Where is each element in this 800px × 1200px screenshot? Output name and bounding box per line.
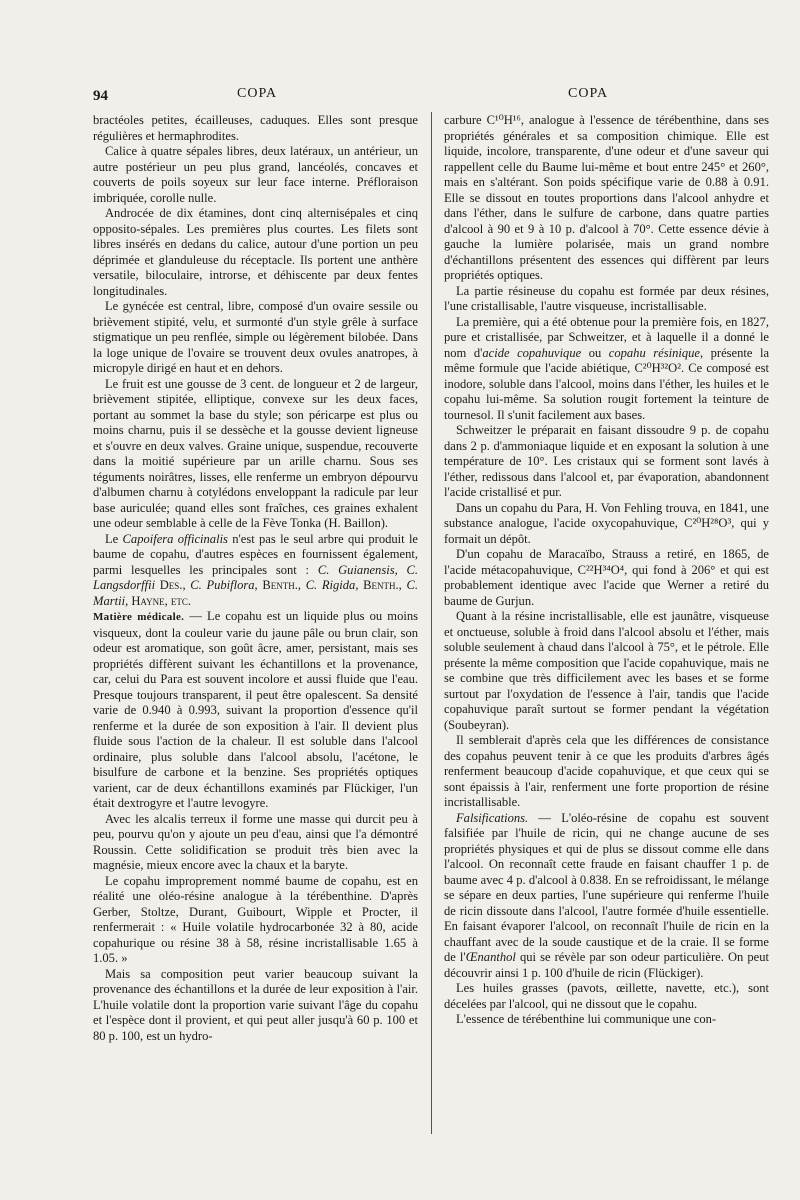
page-number: 94	[93, 88, 108, 104]
paragraph: Il semblerait d'après cela que les différences de consistance des copahus peuvent tenir à ce que les produits d'arbres âgés renferment beaucoup d'acide copahuvique, et que ceux qui se sont épaissis à l'air, renferment une forte proportion de résine incristallisable.	[444, 733, 769, 809]
paragraph: D'un copahu de Maracaïbo, Strauss a retiré, en 1865, de l'acide métacopahuvique, C²²H³⁴O⁴, qui fond à 206° et qui est probablement identique avec l'acide que Werner a retiré du baume de Gurjun.	[444, 547, 769, 608]
paragraph: Calice à quatre sépales libres, deux latéraux, un antérieur, un autre postérieur un peu plus grand, lancéolés, concaves et couverts de poils soyeux sur leur face interne. Préfloraison imbriquée, corolle nulle.	[93, 144, 418, 205]
paragraph: Avec les alcalis terreux il forme une masse qui durcit peu à peu, pourvu qu'on y ajoute un peu d'eau, ainsi que l'a démontré Roussin. Cette solidification se produit très bien avec la magnésie, mieux encore avec la chaux et la baryte.	[93, 811, 418, 872]
section-heading: Falsifications.	[456, 810, 529, 825]
paragraph: Le Capoifera officinalis n'est pas le seul arbre qui produit le baume de copahu, d'autres espèces en fournissent également, parmi lesquelles les principales sont : C. Guianensis, C. Langsdorffii Des., C. Pubiflora, Benth., C. Rigida, Benth., C. Martii, Hayne, etc.	[93, 531, 418, 608]
column-divider	[431, 112, 432, 1134]
paragraph: Quant à la résine incristallisable, elle est jaunâtre, visqueuse et onctueuse, soluble à froid dans l'alcool absolu et l'éther, mais soluble seulement à chaud dans l'alcool à 75°, et le pétrole. Elle présente la même composition que l'acide copahuvique, mais ne se combine que très difficilement avec les bases et se forme surtout par l'oxydation de l'essence à l'air, tandis que l'acide copahuvique paraît surtout se former pendant la végétation (Soubeyran).	[444, 609, 769, 732]
running-header-left: COPA	[237, 86, 278, 101]
paragraph: Le copahu improprement nommé baume de copahu, est en réalité une oléo-résine analogue à la térébenthine. D'après Gerber, Stoltze, Durant, Guibourt, Wipple et Procter, il renfermerait : « Huile volatile hydrocarbonée 32 à 80, acide copahurique ou résine 38 à 58, résine incristallisable 1.65 à 1.05. »	[93, 873, 418, 965]
paragraph: Androcée de dix étamines, dont cinq alternisépales et cinq opposito-sépales. Les premières plus courtes. Les filets sont libres insérés en dedans du calice, autour d'une portion un peu déprimée et glanduleuse du réceptacle. Ils portent une anthère versatile, biloculaire, introrse, et déhiscente par deux fentes longitudinales.	[93, 206, 418, 298]
paragraph: Les huiles grasses (pavots, œillette, navette, etc.), sont décelées par l'alcool, qui ne dissout que le copahu.	[444, 981, 769, 1011]
paragraph: La partie résineuse du copahu est formée par deux résines, l'une cristallisable, l'autre visqueuse, incristallisable.	[444, 283, 769, 313]
paragraph: Matière médicale. — Le copahu est un liquide plus ou moins visqueux, dont la couleur varie du jaune pâle ou brun clair, son odeur est aromatique, son goût âcre, amer, persistant, mais ses propriétés diffèrent suivant les échantillons et la provenance, car, celui du Para est souvent incolore et aussi fluide que l'eau. Presque toujours transparent, il peut être opalescent. Sa densité varie de 0.940 à 0.993, suivant la proportion d'essence qu'il renferme et la durée de son exposition à l'air. Il devient plus fluide sous l'action de la chaleur. Il est soluble dans l'alcool ordinaire, plus soluble dans l'alcool absolu, l'acétone, le bisulfure de carbone et la benzine. Ses propriétés optiques varient, car de deux échantillons examinés par Flückiger, l'un était dextrogyre et l'autre levogyre.	[93, 609, 418, 810]
paragraph: Schweitzer le préparait en faisant dissoudre 9 p. de copahu dans 2 p. d'ammoniaque liquide et en exposant la solution à une température de 10°. Les cristaux qui se forment sont lavés à l'éther, redissous dans l'alcool et, par évaporation, abandonnent l'acide cristallisé et pur.	[444, 423, 769, 499]
paragraph: L'essence de térébenthine lui communique une con-	[456, 1012, 717, 1026]
right-column	[444, 113, 769, 1028]
paragraph: Le fruit est une gousse de 3 cent. de longueur et 2 de largeur, brièvement stipitée, elliptique, convexe sur les deux faces, portant au sommet la base du style; son péricarpe est plus ou moins charnu, puis il se dessèche et la gousse devient ligneuse et s'ouvre en deux valves. Graine unique, suspendue, recouverte dans la moitié supérieure par un arille charnu. Sous ses téguments noirâtres, lisses, elle renferme un embryon dépourvu d'albumen charnu à cotylédons enveloppant la radicule par leur base auriculée; quand elles sont fraîches, ces graines exhalent une odeur semblable à celle de la Fève Tonka (H. Baillon).	[93, 376, 418, 530]
paragraph: bractéoles petites, écailleuses, caduques. Elles sont presque régulières et hermaphrodites.	[93, 113, 418, 143]
paragraph: Mais sa composition peut varier beaucoup suivant la provenance des échantillons et la durée de leur exposition à l'air. L'huile volatile dont la proportion varie suivant l'âge du copahu et l'espèce dont il provient, et qui peut aller jusqu'à 60 p. 100 et 80 p. 100, est un hydro-	[93, 966, 418, 1043]
running-header-right: COPA	[568, 86, 609, 101]
left-column	[93, 113, 418, 1044]
paragraph: carbure C¹⁰H¹⁶, analogue à l'essence de térébenthine, dans ses propriétés générales et sa composition chimique. Elle est liquide, incolore, transparente, d'une odeur et d'une saveur qui rappellent celle du Baume lui-même et bout entre 245° et 260°, mais en s'altérant. Son poids spécifique varie de 0.88 à 0.91. Elle se dissout en toutes proportions dans l'alcool anhydre et dans l'éther, dans le sulfure de carbone, dans quatre parties d'alcool à 90 et 9 à 10 p. d'alcool à 70°. Cette essence dévie à gauche la lumière polarisée, mais un grand nombre d'échantillons présentent des essences qui diffèrent par leurs propriétés optiques.	[444, 113, 769, 282]
paragraph: La première, qui a été obtenue pour la première fois, en 1827, pure et cristallisée, par Schweitzer, et à laquelle il a donné le nom d'acide copahuvique ou copahu résinique, présente la même formule que l'acide abiétique, C²⁰H³²O². Ce composé est inodore, soluble dans l'alcool, moins dans l'éther, les huiles et le copahu lui-même. Sa solution rougit fortement la teinture de tournesol. Il s'unit facilement aux bases.	[444, 314, 770, 422]
paragraph: Dans un copahu du Para, H. Von Fehling trouva, en 1841, une substance analogue, l'acide oxycopahuvique, C²⁰H²⁸O³, qui y formait un dépôt.	[444, 500, 769, 546]
paragraph: Le gynécée est central, libre, composé d'un ovaire sessile ou brièvement stipité, velu, et surmonté d'un style grêle à surface stigmatique un peu renflée, simple ou légèrement bilobée. Dans la loge unique de l'ovaire se trouvent deux ovules anatropes, à micropyle dirigé en haut et en dehors.	[93, 299, 418, 375]
section-heading: Matière médicale.	[93, 611, 185, 623]
paragraph: Falsifications. — L'oléo-résine de copahu est souvent falsifiée par l'huile de ricin, qui ne change aucune de ses propriétés physiques et qui de plus se dissout comme elle dans l'alcool. On reconnaît cette fraude en faisant chauffer 1 p. de baume avec 4 p. d'alcool à 0.838. En se refroidissant, le mélange se sépare en deux parties, l'une supérieure qui renferme l'huile de ricin dissoute dans l'alcool, l'autre formée d'huile essentielle. En faisant évaporer l'alcool, on reconnaît l'huile de ricin en la chauffant avec de la soude caustique et de la craie. Il se forme de l'Œnanthol qui se révèle par son odeur particulière. On peut découvrir ainsi 1 p. 100 d'huile de ricin (Flückiger).	[444, 810, 769, 980]
